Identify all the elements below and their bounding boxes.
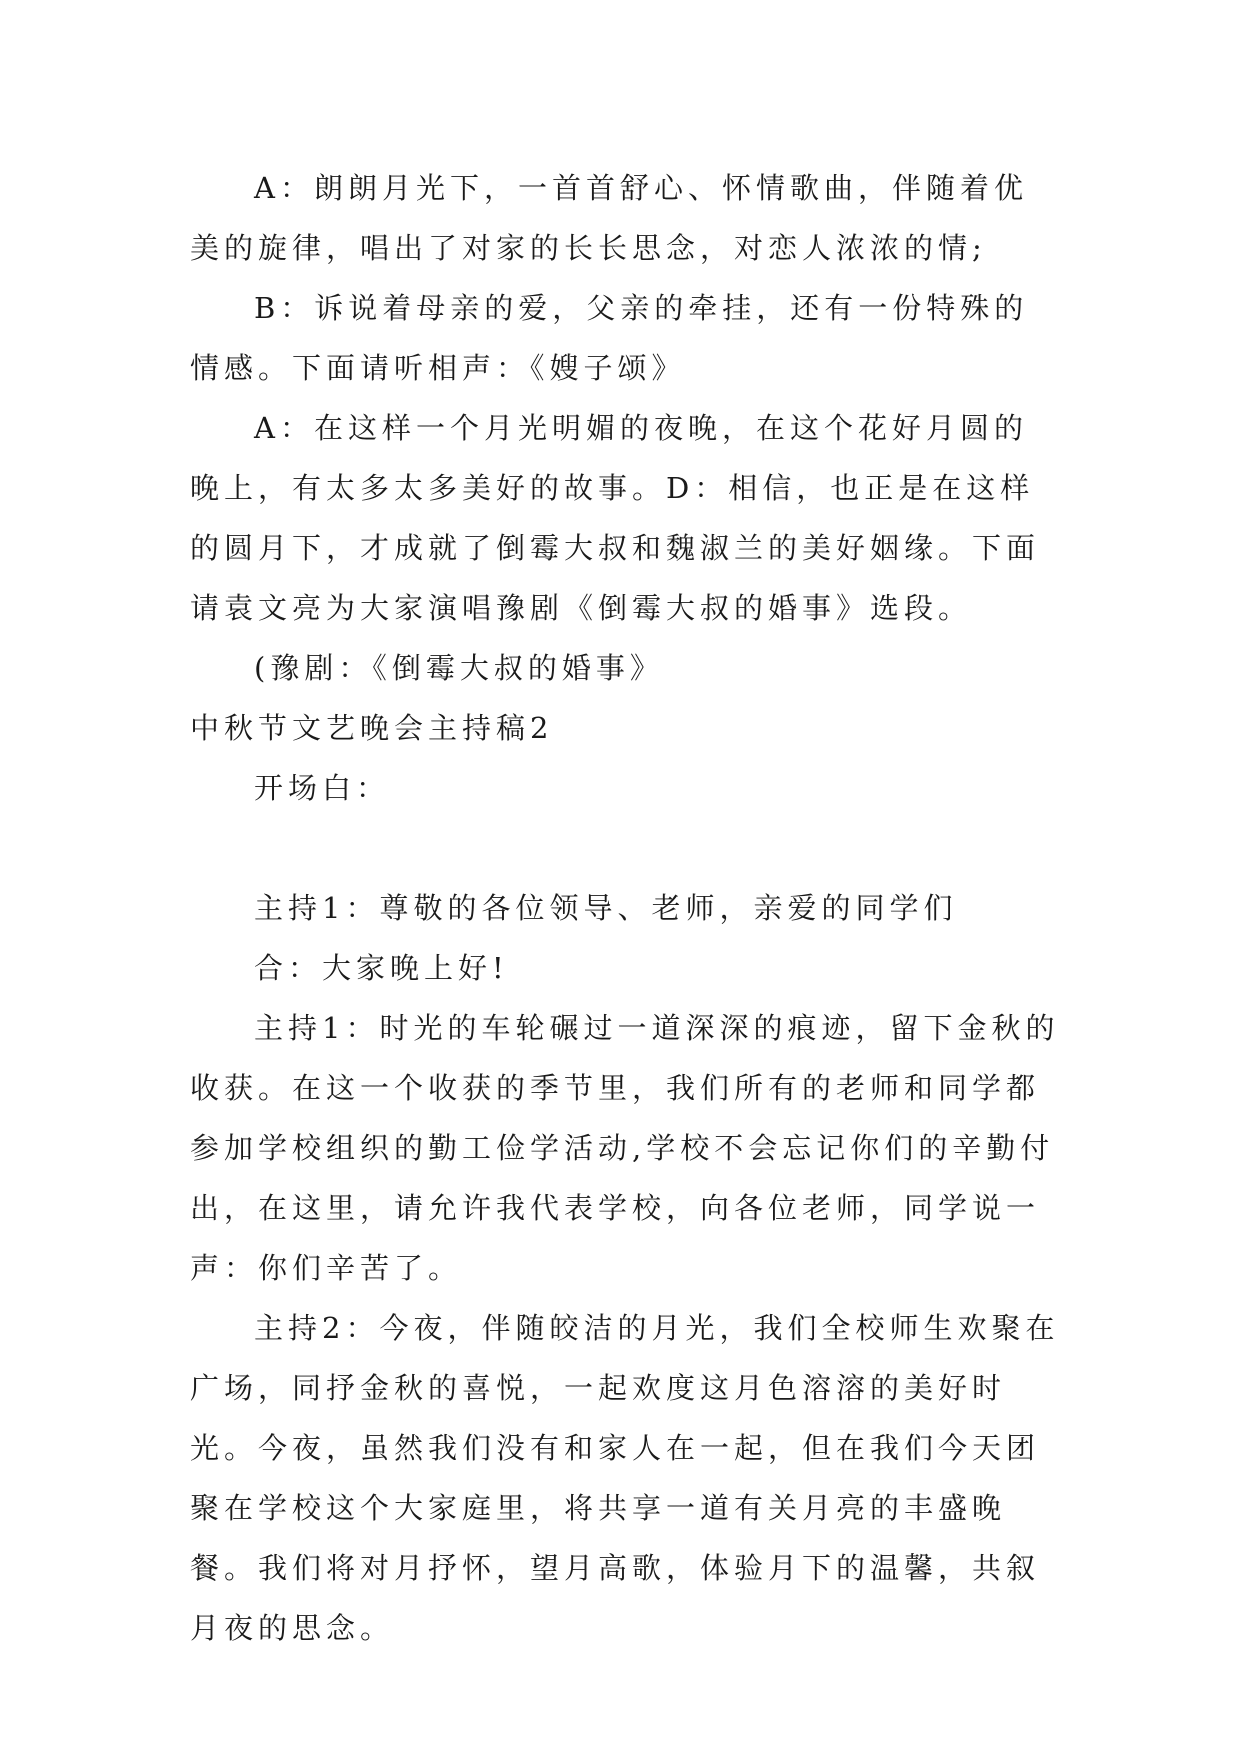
paragraph-a-moonlight: A：朗朗月光下，一首首舒心、怀情歌曲，伴随着优美的旋律，唱出了对家的长长思念，对恋人浓浓的情; [190, 171, 1028, 265]
paragraph-host1-harvest: 主持1：时光的车轮碾过一道深深的痕迹，留下金秋的收获。在这一个收获的季节里，我们所有的老师和同学都参加学校组织的勤工俭学活动,学校不会忘记你们的辛勤付出，在这里，请允许我代表学校，向各位老师，同学说一声：你们辛苦了。 [190, 1011, 1060, 1285]
paragraph-host2-tonight: 主持2：今夜，伴随皎洁的月光，我们全校师生欢聚在广场，同抒金秋的喜悦，一起欢度这月色溶溶的美好时光。今夜，虽然我们没有和家人在一起，但在我们今天团聚在学校这个大家庭里，将共享一道有关月亮的丰盛晚餐。我们将对月抒怀，望月高歌，体验月下的温馨，共叙月夜的思念。 [190, 1311, 1060, 1645]
section-title: 中秋节文艺晚会主持稿2 [190, 711, 554, 745]
paragraph-opera-note: (豫剧：《倒霉大叔的婚事》 [254, 651, 664, 685]
paragraph-opening: 开场白： [254, 771, 391, 805]
paragraph-b-mother: B：诉说着母亲的爱，父亲的牵挂，还有一份特殊的情感。下面请听相声：《嫂子颂》 [190, 291, 1029, 385]
paragraph-host1-greeting: 主持1：尊敬的各位领导、老师，亲爱的同学们 [254, 891, 958, 925]
paragraph-together: 合：大家晚上好! [254, 951, 509, 985]
document-body [190, 158, 1060, 1658]
blank-line [190, 818, 1060, 878]
paragraph-a-night: A：在这样一个月光明媚的夜晚，在这个花好月圆的晚上，有太多太多美好的故事。D：相信，也正是在这样的圆月下，才成就了倒霉大叔和魏淑兰的美好姻缘。下面请袁文亮为大家演唱豫剧《倒霉大叔的婚事》选段。 [190, 411, 1041, 625]
